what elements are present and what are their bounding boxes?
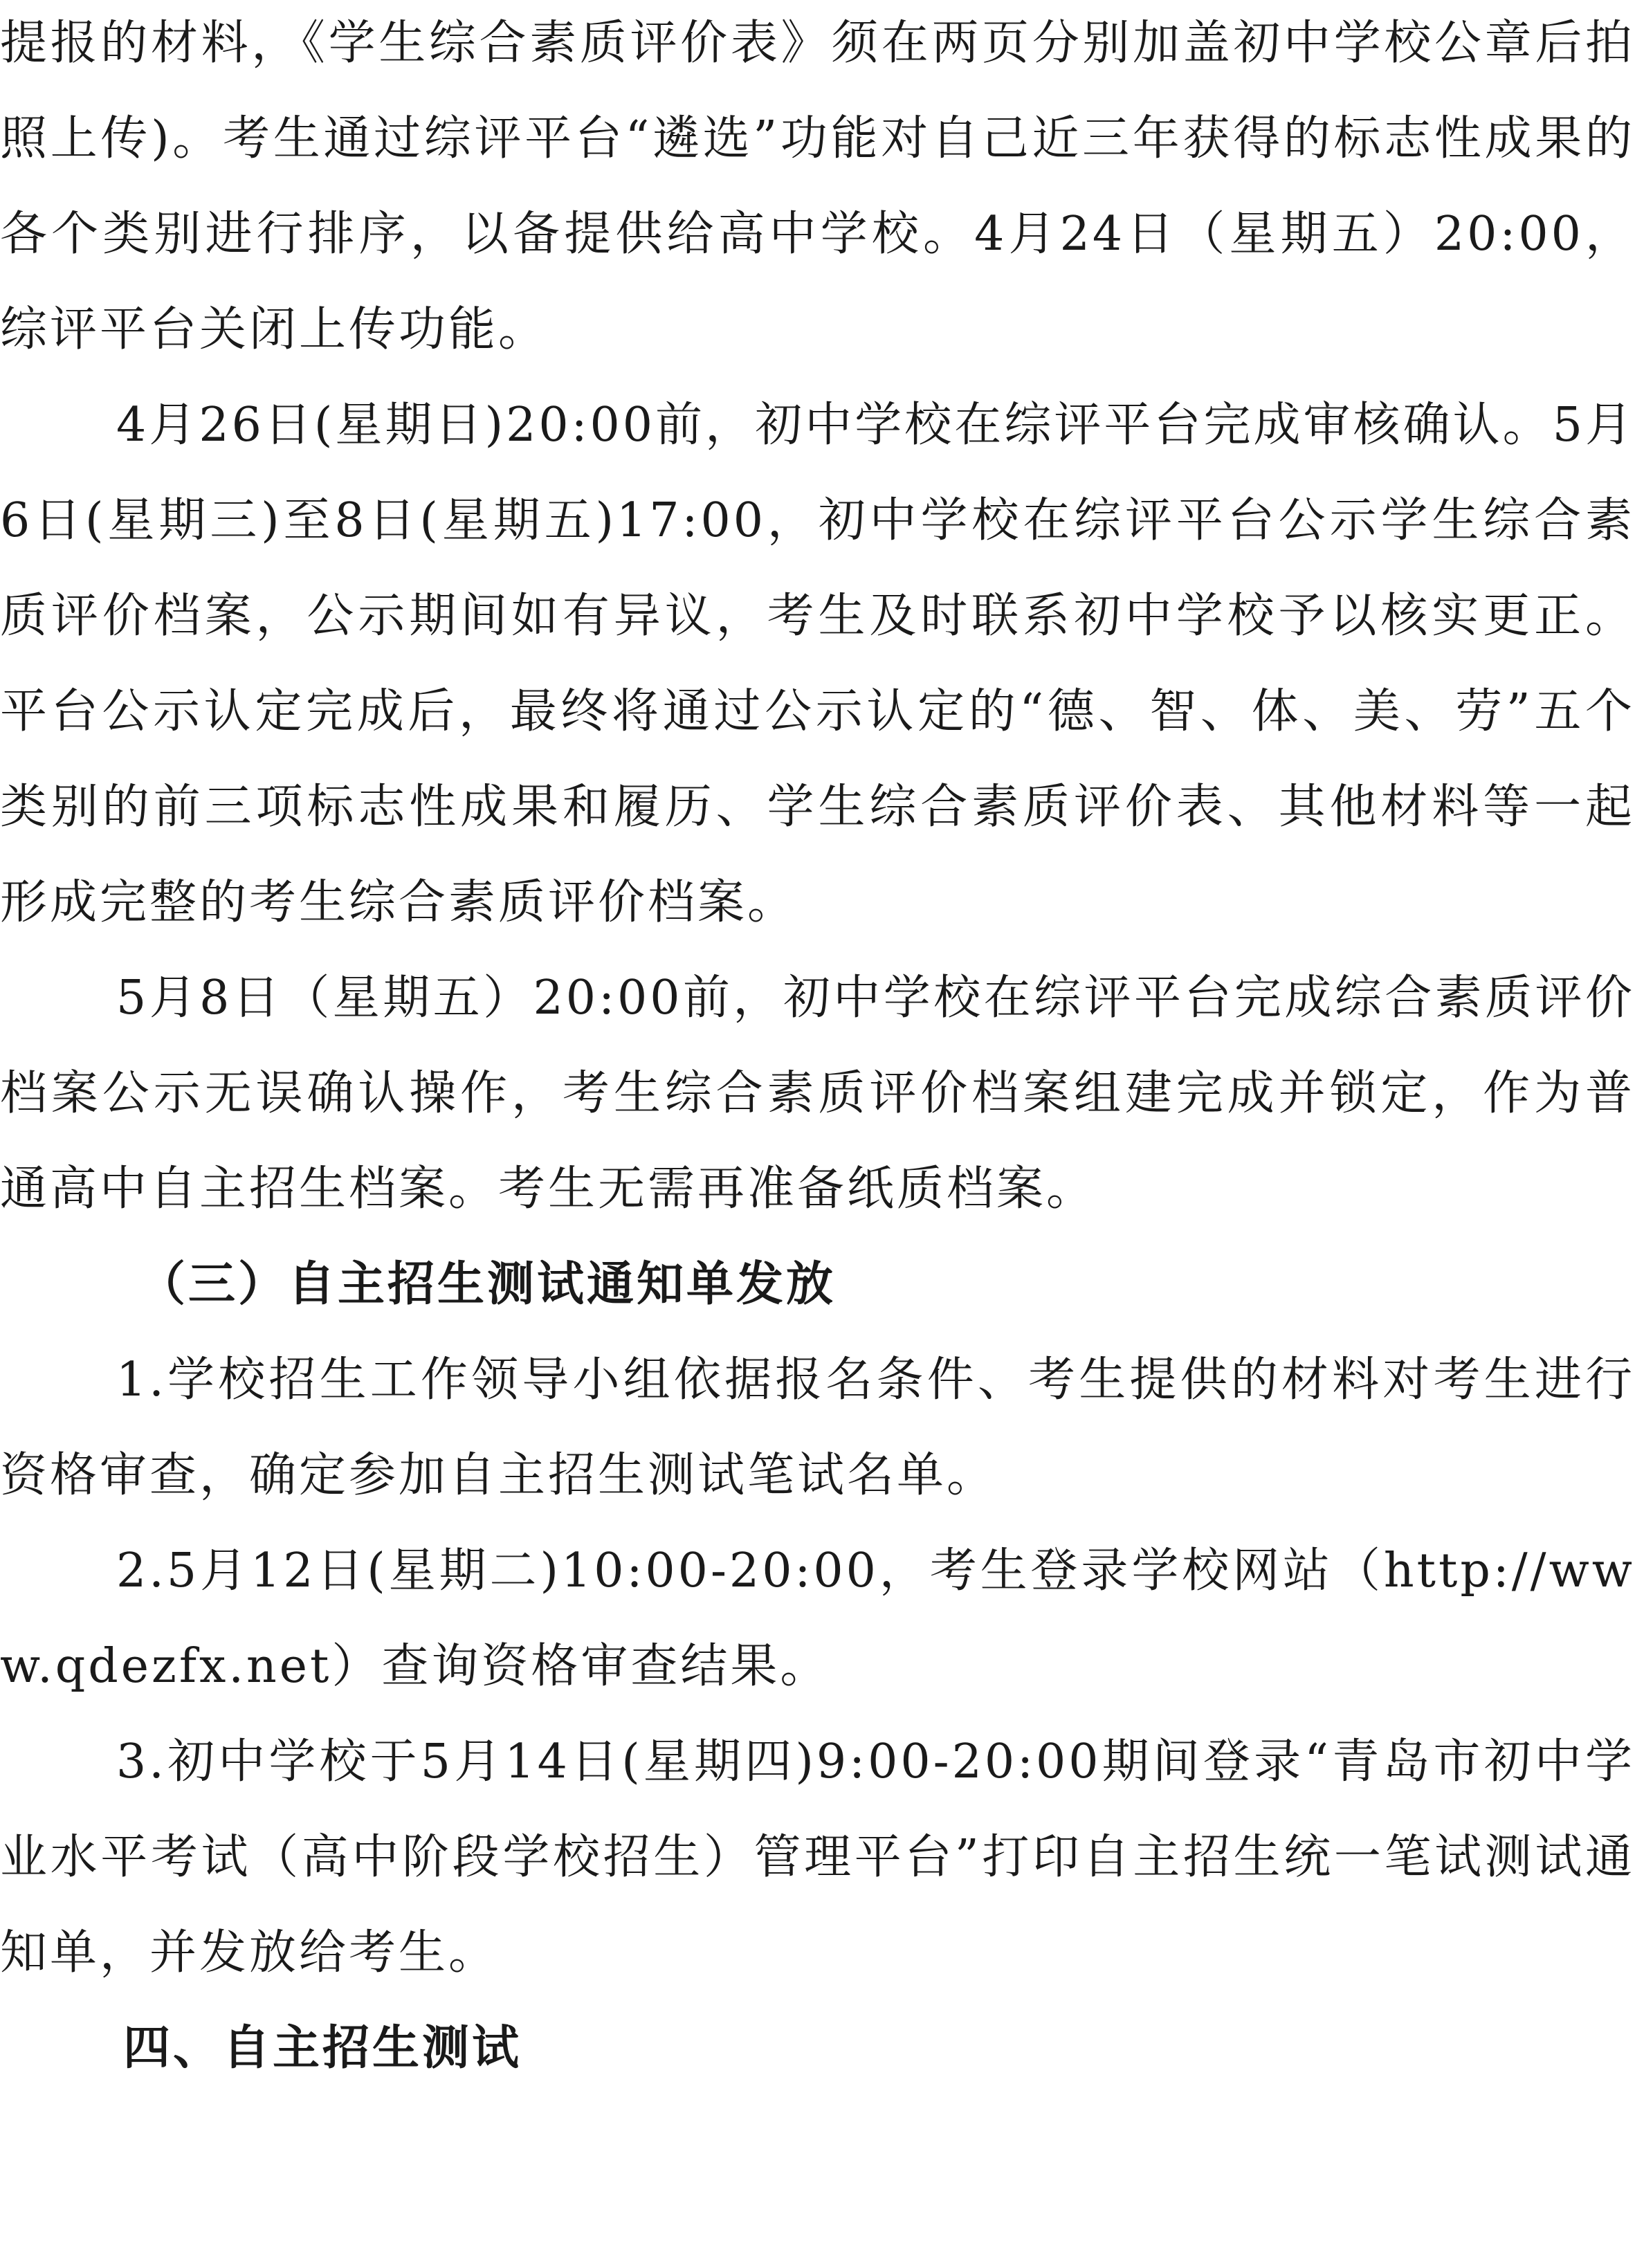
list-item-qualification-review: 1.学校招生工作领导小组依据报名条件、考生提供的材料对考生进行资格审查，确定参加自主招生测试笔试名单。	[0, 1353, 1635, 1503]
list-item-print-notice: 3.初中学校于5月14日(星期四)9:00-20:00期间登录“青岛市初中学业水平考试（高中阶段学校招生）管理平台”打印自主招生统一笔试测试通知单，并发放给考生。	[0, 1735, 1635, 1980]
section-subheading-notice: （三）自主招生测试通知单发放	[138, 1257, 837, 1312]
paragraph-materials-upload: 提报的材料，《学生综合素质评价表》须在两页分别加盖初中学校公章后拍照上传)。考生通过综评平台“遴选”功能对自己近三年获得的标志性成果的各个类别进行排序，以备提供给高中学校。4月24日（星期五）20:00，综评平台关闭上传功能。	[0, 16, 1635, 357]
paragraph-archive-lock: 5月8日（星期五）20:00前，初中学校在综评平台完成综合素质评价档案公示无误确认操作，考生综合素质评价档案组建完成并锁定，作为普通高中自主招生档案。考生无需再准备纸质档案。	[0, 971, 1635, 1216]
section-heading-test: 四、自主招生测试	[123, 2021, 522, 2076]
paragraph-school-review: 4月26日(星期日)20:00前，初中学校在综评平台完成审核确认。5月6日(星期三)至8日(星期五)17:00，初中学校在综评平台公示学生综合素质评价档案，公示期间如有异议，考生及时联系初中学校予以核实更正。平台公示认定完成后，最终将通过公示认定的“德、智、体、美、劳”五个类别的前三项标志性成果和履历、学生综合素质评价表、其他材料等一起形成完整的考生综合素质评价档案。	[0, 398, 1635, 930]
list-item-result-query: 2.5月12日(星期二)10:00-20:00，考生登录学校网站（http://www.qdezfx.net）查询资格审查结果。	[0, 1544, 1635, 1694]
